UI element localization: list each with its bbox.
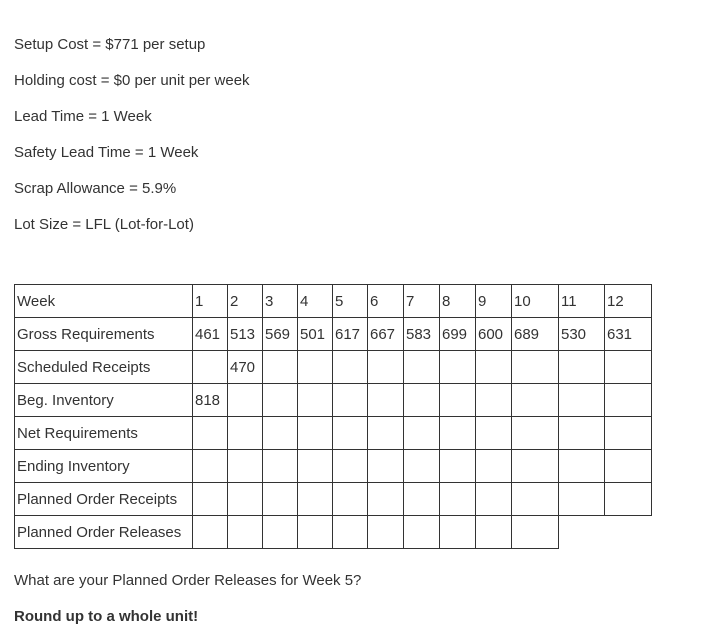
table-cell [333,516,368,549]
row-label: Gross Requirements [15,318,193,351]
table-cell [404,483,440,516]
table-cell [228,483,263,516]
table-cell [298,483,333,516]
table-cell: 530 [559,318,605,351]
table-cell [263,417,298,450]
table-cell: 569 [263,318,298,351]
table-row-net-requirements [15,417,652,450]
table-cell [440,351,476,384]
table-cell: 470 [228,351,263,384]
row-label: Week [15,285,193,318]
row-label: Scheduled Receipts [15,351,193,384]
setup-cost-text: Setup Cost = $771 per setup [14,36,206,53]
table-cell: 10 [512,285,559,318]
table-cell [476,483,512,516]
table-cell: 11 [559,285,605,318]
table-cell [512,516,559,549]
table-cell [476,351,512,384]
row-label: Net Requirements [15,417,193,450]
table-cell: 699 [440,318,476,351]
table-cell: 461 [193,318,228,351]
table-cell: 4 [298,285,333,318]
table-cell: 818 [193,384,228,417]
table-cell [404,351,440,384]
table-cell: 583 [404,318,440,351]
table-cell [263,384,298,417]
empty-cell [605,516,652,549]
table-row-beg-inventory [15,384,652,417]
table-cell [440,483,476,516]
table-cell [333,384,368,417]
table-cell: 689 [512,318,559,351]
question-text: What are your Planned Order Releases for Week 5? [14,572,362,589]
table-cell: 8 [440,285,476,318]
table-cell: 9 [476,285,512,318]
row-label: Ending Inventory [15,450,193,483]
table-cell [368,516,404,549]
table-row-planned-order-receipts [15,483,652,516]
table-cell [476,450,512,483]
table-cell [228,417,263,450]
holding-cost-text: Holding cost = $0 per unit per week [14,72,250,89]
table-cell [476,516,512,549]
table-cell [476,417,512,450]
table-cell [368,384,404,417]
table-cell [193,483,228,516]
table-cell [368,351,404,384]
table-cell [559,384,605,417]
table-cell [263,450,298,483]
safety-lead-time-text: Safety Lead Time = 1 Week [14,144,199,161]
table-cell: 12 [605,285,652,318]
table-cell [193,417,228,450]
lot-size-text: Lot Size = LFL (Lot-for-Lot) [14,216,194,233]
table-row-ending-inventory [15,450,652,483]
table-cell [298,516,333,549]
table-cell [440,384,476,417]
table-cell [404,417,440,450]
table-cell [298,384,333,417]
mrp-table [14,284,652,549]
table-cell: 501 [298,318,333,351]
lead-time-text: Lead Time = 1 Week [14,108,152,125]
table-cell: 600 [476,318,512,351]
table-cell [559,417,605,450]
table-row-planned-order-releases [15,516,652,549]
table-cell [263,516,298,549]
table-cell: 667 [368,318,404,351]
table-cell: 5 [333,285,368,318]
table-cell [228,384,263,417]
table-cell [559,450,605,483]
table-cell: 6 [368,285,404,318]
table-cell [368,450,404,483]
table-cell: 513 [228,318,263,351]
table-cell [333,483,368,516]
row-label: Beg. Inventory [15,384,193,417]
table-cell [605,417,652,450]
table-cell: 631 [605,318,652,351]
table-cell: 3 [263,285,298,318]
table-cell [605,483,652,516]
table-cell [333,417,368,450]
table-cell [368,417,404,450]
table-cell [333,450,368,483]
table-cell [263,351,298,384]
table-row-scheduled-receipts [15,351,652,384]
table-row-gross-requirements [15,318,652,351]
table-cell [559,483,605,516]
table-cell [368,483,404,516]
table-cell [605,450,652,483]
table-cell [193,516,228,549]
table-cell [512,384,559,417]
instruction-text: Round up to a whole unit! [14,608,199,625]
table-cell [333,351,368,384]
table-cell [512,351,559,384]
table-cell [298,450,333,483]
table-cell [476,384,512,417]
table-cell [193,351,228,384]
scrap-allowance-text: Scrap Allowance = 5.9% [14,180,177,197]
table-cell [228,450,263,483]
table-cell [404,516,440,549]
table-cell [298,417,333,450]
table-cell [440,516,476,549]
table-cell [559,351,605,384]
table-cell: 617 [333,318,368,351]
row-label: Planned Order Releases [15,516,193,549]
table-cell [512,417,559,450]
table-cell [228,516,263,549]
table-cell [512,483,559,516]
table-cell [298,351,333,384]
table-cell [605,351,652,384]
table-cell [404,450,440,483]
table-cell [512,450,559,483]
table-cell: 2 [228,285,263,318]
table-cell [404,384,440,417]
empty-cell [559,516,605,549]
table-cell: 7 [404,285,440,318]
table-cell [263,483,298,516]
table-cell [605,384,652,417]
table-cell: 1 [193,285,228,318]
table-cell [440,417,476,450]
table-cell [193,450,228,483]
table-cell [440,450,476,483]
row-label: Planned Order Receipts [15,483,193,516]
table-row-week [15,285,652,318]
